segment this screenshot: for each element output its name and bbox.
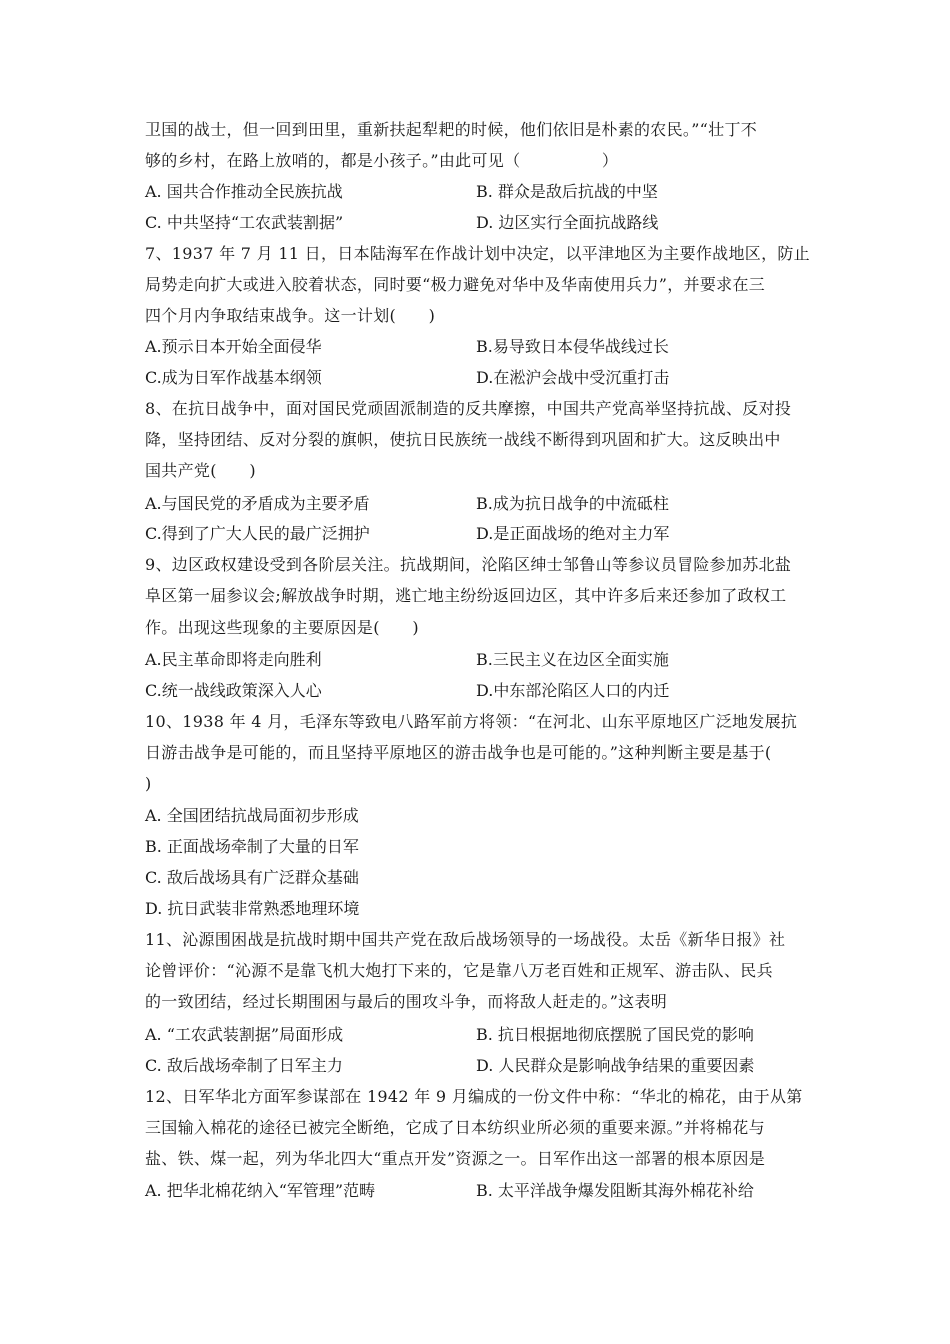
option-d: D. 抗日武装非常熟悉地理环境: [145, 899, 360, 918]
question-11-stem: 11、沁源围困战是抗战时期中国共产党在敌后战场领导的一场战役。太岳《新华日报》社: [145, 930, 786, 949]
option-a: A. “工农武装割据”局面形成: [145, 1025, 344, 1044]
option-b: B.成为抗日战争的中流砥柱: [476, 494, 669, 513]
option-c: C. 敌后战场具有广泛群众基础: [145, 868, 359, 887]
option-d: D.是正面战场的绝对主力军: [476, 524, 670, 543]
question-7-stem: 7、1937 年 7 月 11 日，日本陆海军在作战计划中决定，以平津地区为主要作战地区，防止: [145, 244, 810, 263]
question-7-stem: 局势走向扩大或进入胶着状态，同时要“极力避免对华中及华南使用兵力”，并要求在三: [145, 275, 766, 294]
option-b: B.三民主义在边区全面实施: [476, 650, 669, 669]
option-c: C.得到了广大人民的最广泛拥护: [145, 524, 370, 543]
question-12-stem: 盐、铁、煤一起，列为华北四大“重点开发”资源之一。日军作出这一部署的根本原因是: [145, 1149, 766, 1168]
option-a: A. 国共合作推动全民族抗战: [145, 182, 343, 201]
option-d: D.在淞沪会战中受沉重打击: [476, 368, 670, 387]
option-a: A.民主革命即将走向胜利: [145, 650, 322, 669]
option-b: B. 群众是敌后抗战的中坚: [476, 182, 658, 201]
option-b: B. 太平洋战争爆发阻断其海外棉花补给: [476, 1181, 754, 1200]
option-b: B. 抗日根据地彻底摆脱了国民党的影响: [476, 1025, 754, 1044]
option-d: D.中东部沦陷区人口的内迁: [476, 681, 670, 700]
option-a: A. 把华北棉花纳入“军管理”范畴: [145, 1181, 376, 1200]
option-b: B.易导致日本侵华战线过长: [476, 337, 669, 356]
option-d: D. 人民群众是影响战争结果的重要因素: [476, 1056, 755, 1075]
option-d: D. 边区实行全面抗战路线: [476, 213, 659, 232]
option-c: C.成为日军作战基本纲领: [145, 368, 322, 387]
question-8-stem: 降，坚持团结、反对分裂的旗帜，使抗日民族统一战线不断得到巩固和扩大。这反映出中: [145, 430, 781, 449]
option-c: C. 中共坚持“工农武装割据”: [145, 213, 344, 232]
question-7-stem: 四个月内争取结束战争。这一计划( ): [145, 306, 436, 325]
option-c: C.统一战线政策深入人心: [145, 681, 322, 700]
option-a: A.与国民党的矛盾成为主要矛盾: [145, 494, 370, 513]
question-9-stem: 阜区第一届参议会;解放战争时期，逃亡地主纷纷返回边区，其中许多后来还参加了政权工: [145, 586, 787, 605]
question-8-stem: 国共产党( ): [145, 461, 256, 480]
question-12-stem: 12、日军华北方面军参谋部在 1942 年 9 月编成的一份文件中称：“华北的棉花，由于从第: [145, 1087, 803, 1106]
question-12-stem: 三国输入棉花的途径已被完全断绝，它成了日本纺织业所必须的重要来源。”并将棉花与: [145, 1118, 765, 1137]
question-11-stem: 的一致团结，经过长期围困与最后的围攻斗争，而将敌人赶走的。”这表明: [145, 992, 668, 1011]
question-8-stem: 8、在抗日战争中，面对国民党顽固派制造的反共摩擦，中国共产党高举坚持抗战、反对投: [145, 399, 792, 418]
option-b: B. 正面战场牵制了大量的日军: [145, 837, 359, 856]
question-10-stem: ): [145, 774, 152, 793]
option-a: A. 全国团结抗战局面初步形成: [145, 806, 359, 825]
option-c: C. 敌后战场牵制了日军主力: [145, 1056, 343, 1075]
question-text-line: 卫国的战士，但一回到田里，重新扶起犁耙的时候，他们依旧是朴素的农民。”“壮丁不: [145, 120, 758, 139]
question-10-stem: 日游击战争是可能的，而且坚持平原地区的游击战争也是可能的。”这种判断主要是基于(: [145, 743, 772, 762]
question-9-stem: 9、边区政权建设受到各阶层关注。抗战期间，沦陷区绅士邹鲁山等参议员冒险参加苏北盐: [145, 555, 792, 574]
question-10-stem: 10、1938 年 4 月，毛泽东等致电八路军前方将领：“在河北、山东平原地区广泛地发展抗: [145, 712, 798, 731]
question-9-stem: 作。出现这些现象的主要原因是( ): [145, 618, 419, 637]
question-text-line: 够的乡村，在路上放哨的，都是小孩子。”由此可见（ ）: [145, 151, 619, 170]
question-11-stem: 论曾评价：“沁源不是靠飞机大炮打下来的，它是靠八万老百姓和正规军、游击队、民兵: [145, 961, 773, 980]
option-a: A.预示日本开始全面侵华: [145, 337, 322, 356]
